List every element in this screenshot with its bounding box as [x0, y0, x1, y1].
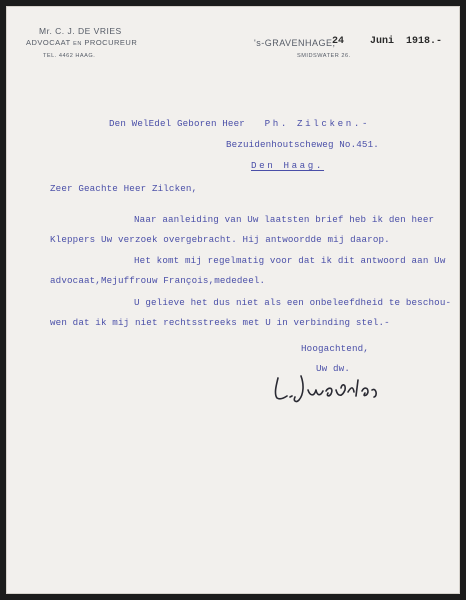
paragraph-2-line-2: advocaat,Mejuffrouw François,mededeel. [50, 275, 266, 286]
addressee-name: Ph. Zilcken.- [264, 118, 371, 129]
signature [268, 366, 408, 406]
addressee-line-1 [109, 118, 370, 129]
letterhead-title-a: ADVOCAAT [26, 38, 71, 47]
paragraph-1-line-2: Kleppers Uw verzoek overgebracht. Hij antwoordde mij daarop. [50, 234, 390, 245]
letterhead-street: SMIDSWATER 26. [297, 53, 351, 59]
paragraph-1-line-1: Naar aanleiding van Uw laatsten brief heb ik den heer [134, 214, 435, 225]
letterhead-profession [26, 38, 137, 47]
paragraph-3-line-1: U gelieve het dus niet als een onbeleefdheid te beschou- [134, 297, 452, 308]
paragraph-2-line-1: Het komt mij regelmatig voor dat ik dit antwoord aan Uw [134, 255, 446, 266]
paragraph-3-line-2: wen dat ik mij niet rechtsstreeks met U in verbinding stel.- [50, 317, 390, 328]
date-year: 1918.- [406, 36, 443, 47]
date-day: 24 [332, 36, 345, 47]
addressee-salutation-title: Den WelEdel Geboren Heer [109, 118, 245, 129]
letterhead-title-en: EN [73, 41, 82, 47]
closing-signoff: Uw dw. [316, 363, 350, 374]
letter-page [6, 6, 460, 594]
date-month: Juni [370, 36, 395, 47]
addressee-city: Den Haag. [251, 160, 325, 171]
letterhead-title-b: PROCUREUR [84, 38, 138, 47]
letterhead-name: Mr. C. J. DE VRIES [39, 26, 122, 36]
closing-regards: Hoogachtend, [301, 343, 369, 354]
salutation: Zeer Geachte Heer Zilcken, [50, 183, 198, 194]
addressee-street: Bezuidenhoutscheweg No.451. [226, 139, 379, 150]
letterhead-city: 's-GRAVENHAGE, [254, 38, 336, 48]
letterhead-phone: TEL. 4462 HAAG. [43, 53, 96, 59]
